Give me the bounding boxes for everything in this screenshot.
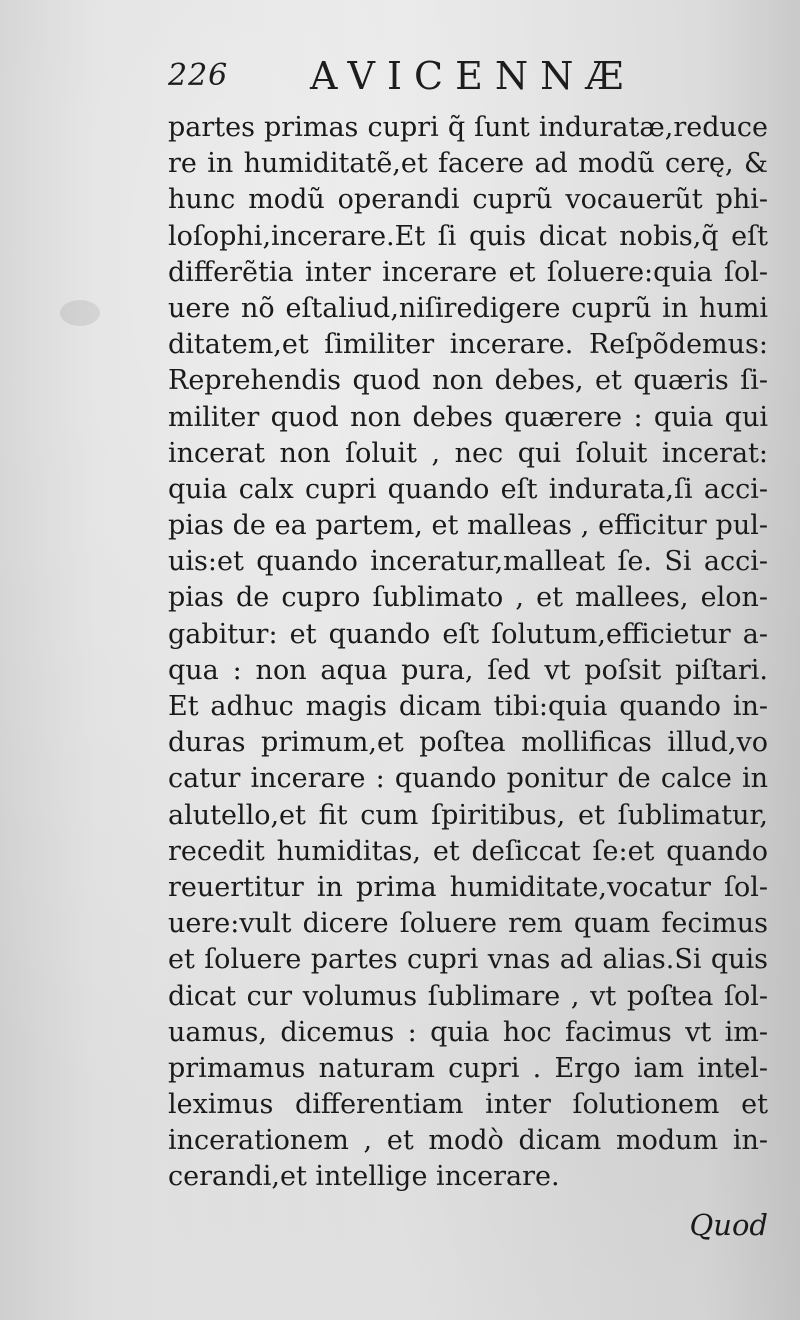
text-line: ditatem,et ſimiliter incerare. Reſpõdemus: [168, 329, 768, 361]
text-line: quia calx cupri quando eſt indurata,ſi acci- [168, 473, 768, 505]
text-line: leximus differentiam inter ſolutionem et [168, 1089, 768, 1121]
catchword: Quod [689, 1208, 768, 1242]
text-line: Et adhuc magis dicam tibi:quia quando in- [168, 691, 768, 722]
text-line-last: cerandi,et intellige incerare. [168, 1161, 560, 1193]
text-line: qua : non aqua pura, ſed vt poſsit piſtari. [168, 654, 768, 686]
text-line: recedit humiditas, et deſiccat ſe:et quando [168, 835, 768, 867]
text-line: hunc modũ operandi cuprũ vocauerũt phi- [168, 184, 768, 216]
running-head: AVICENNÆ [310, 54, 636, 98]
text-line: uere:vult dicere ſoluere rem quam fecimus [168, 908, 768, 940]
text-line: primamus naturam cupri . Ergo iam intel- [168, 1052, 768, 1084]
text-line: Reprehendis quod non debes, et quæris ſi- [168, 365, 768, 397]
text-line: re in humiditatẽ,et facere ad modũ cerę, & [168, 148, 768, 180]
text-line: dicat cur volumus ſublimare , vt poſtea ſol- [168, 980, 768, 1012]
text-line: partes primas cupri q̃ ſunt induratæ,reduce [168, 112, 768, 143]
text-line: et ſoluere partes cupri vnas ad alias.Si quis [168, 944, 768, 976]
text-line: reuertitur in prima humiditate,vocatur ſol- [168, 871, 768, 903]
text-line: alutello,et fit cum ſpiritibus, et ſublimatur, [168, 799, 768, 831]
text-line: pias de ea partem, et malleas , efficitur pul- [168, 510, 768, 542]
text-line: uere nõ eſtaliud,niſiredigere cuprũ in humi [168, 292, 768, 324]
text-line: duras primum,et poſtea mollificas illud,vo [168, 727, 768, 759]
text-line: uis:et quando inceratur,malleat ſe. Si acci- [168, 546, 768, 578]
text-line: catur incerare : quando ponitur de calce in [168, 763, 768, 795]
text-line: pias de cupro ſublimato , et mallees, elon- [168, 582, 768, 614]
text-line: uamus, dicemus : quia hoc facimus vt im- [168, 1016, 768, 1048]
paper-stain [60, 300, 100, 326]
text-line: incerationem , et modò dicam modum in- [168, 1125, 768, 1157]
page-header [168, 50, 768, 110]
text-line: incerat non ſoluit , nec qui ſoluit incerat: [168, 437, 768, 469]
main-text-block [168, 110, 768, 1196]
text-line: gabitur: et quando eſt ſolutum,efficietur a- [168, 618, 768, 650]
text-line: militer quod non debes quærere : quia qui [168, 401, 768, 433]
text-line: differẽtia inter incerare et ſoluere:quia ſol- [168, 256, 768, 288]
text-line: loſophi,incerare.Et ſi quis dicat nobis,q̃ eſt [168, 220, 768, 252]
page-number: 226 [168, 58, 229, 93]
